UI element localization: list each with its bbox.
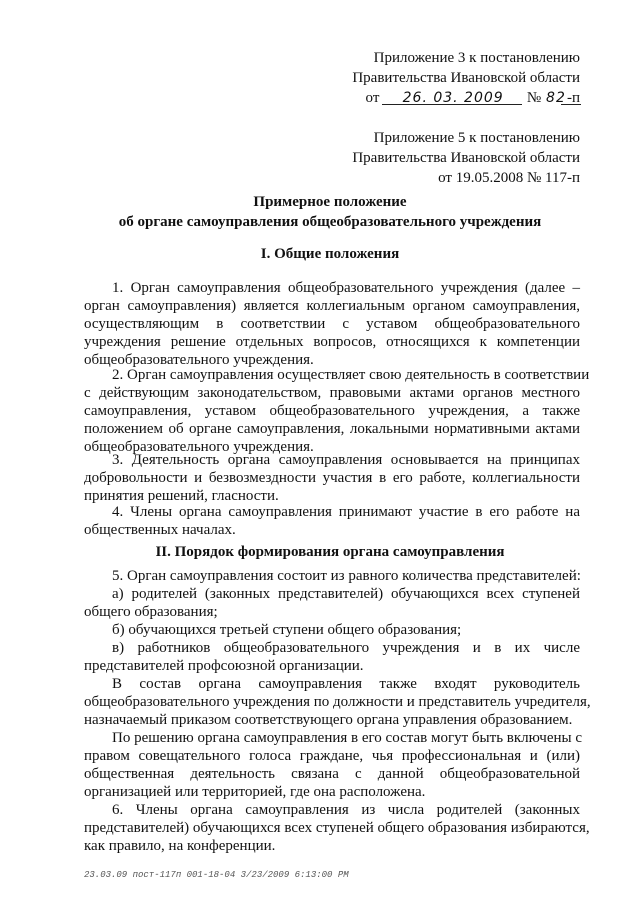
- date-prefix: от: [365, 90, 380, 106]
- paragraph-5: [84, 567, 580, 585]
- number-underline: [561, 104, 581, 105]
- text-line: самоуправления, уставом общеобразовательного учреждения, а также: [84, 403, 580, 419]
- paragraph-1: [84, 279, 580, 369]
- paragraph-5e: [84, 729, 580, 801]
- paragraph-5b: [84, 621, 580, 639]
- text-line: 3. Деятельность органа самоуправления основывается на принципах: [112, 452, 580, 468]
- text-line: 4. Члены органа самоуправления принимают участие в его работе на: [112, 504, 580, 520]
- text-line: представителей профсоюзной организации.: [84, 658, 364, 674]
- text-line: 5. Орган самоуправления состоит из равного количества представителей:: [112, 568, 581, 584]
- text-line: а) родителей (законных представителей) обучающихся всех ступеней: [112, 586, 580, 602]
- appendix-3-line2: Правительства Ивановской области: [352, 70, 580, 86]
- appendix-3-header: [330, 48, 580, 108]
- paragraph-3: [84, 451, 580, 505]
- text-line: 2. Орган самоуправления осуществляет свою деятельность в соответствии: [112, 367, 590, 383]
- document-title-line2: об органе самоуправления общеобразовательного учреждения: [118, 214, 542, 230]
- appendix-5-header: [330, 128, 580, 188]
- paragraph-6: [84, 801, 590, 855]
- number-prefix: №: [526, 90, 542, 106]
- text-line: общеобразовательного учреждения.: [84, 439, 314, 455]
- handwritten-number: 82: [546, 90, 566, 106]
- text-line: правом совещательного голоса граждане, чья профессиональная и (или): [84, 748, 580, 764]
- appendix-5-line3: от 19.05.2008 № 117-п: [438, 170, 580, 186]
- appendix-3-date-line: [330, 88, 580, 108]
- text-line: В состав органа самоуправления также входят руководитель: [112, 676, 580, 692]
- text-line: учреждения решение отдельных вопросов, относящихся к компетенции: [84, 334, 580, 350]
- text-line: с действующим законодательством, правовыми актами органов местного: [84, 385, 580, 401]
- paragraph-5c: [84, 639, 580, 675]
- handwritten-date: 26. 03. 2009: [402, 90, 504, 106]
- text-line: б) обучающихся третьей ступени общего образования;: [112, 622, 462, 638]
- number-suffix: -п: [566, 90, 580, 106]
- document-title: [60, 192, 600, 232]
- text-line: 1. Орган самоуправления общеобразовательного учреждения (далее –: [112, 280, 580, 296]
- text-line: общего образования;: [84, 604, 218, 620]
- document-title-line1: Примерное положение: [253, 194, 407, 210]
- date-underline: [382, 104, 522, 105]
- text-line: осуществляющим в соответствии с уставом общеобразовательного: [84, 316, 580, 332]
- paragraph-5d: [84, 675, 591, 729]
- text-line: организацией или территорией, где она расположена.: [84, 784, 426, 800]
- text-line: общественных началах.: [84, 522, 236, 538]
- text-line: орган самоуправления) является коллегиальным органом самоуправления,: [84, 298, 580, 314]
- paragraph-5a: [84, 585, 580, 621]
- text-line: как правило, на конференции.: [84, 838, 276, 854]
- text-line: в) работников общеобразовательного учреждения и в их числе: [112, 640, 580, 656]
- text-line: общеобразовательного учреждения.: [84, 352, 314, 368]
- text-line: добровольности и безвозмездности участия в его работе, коллегиальности: [84, 470, 580, 486]
- appendix-5-line2: Правительства Ивановской области: [352, 150, 580, 166]
- text-line: общеобразовательного учреждения по должности и представитель учредителя,: [84, 694, 591, 710]
- paragraph-2: [84, 366, 590, 456]
- section-1-heading: I. Общие положения: [260, 246, 400, 262]
- text-line: общественная деятельность связана с данной общеобразовательной: [84, 766, 580, 782]
- text-line: По решению органа самоуправления в его состав могут быть включены с: [112, 730, 582, 746]
- text-line: назначаемый приказом соответствующего органа управления образованием.: [84, 712, 573, 728]
- appendix-5-line1: Приложение 5 к постановлению: [373, 130, 580, 146]
- text-line: принятия решений, гласности.: [84, 488, 279, 504]
- text-line: 6. Члены органа самоуправления из числа родителей (законных: [112, 802, 580, 818]
- appendix-3-line1: Приложение 3 к постановлению: [373, 50, 580, 66]
- section-2-heading: II. Порядок формирования органа самоуправления: [155, 544, 505, 560]
- text-line: представителей) обучающихся всех ступеней общего образования избираются,: [84, 820, 590, 836]
- file-footer: 23.03.09 пост-117п 001-18-04 3/23/2009 6:13:00 PM: [84, 870, 349, 880]
- text-line: положением об органе самоуправления, локальными нормативными актами: [84, 421, 580, 437]
- paragraph-4: [84, 503, 580, 539]
